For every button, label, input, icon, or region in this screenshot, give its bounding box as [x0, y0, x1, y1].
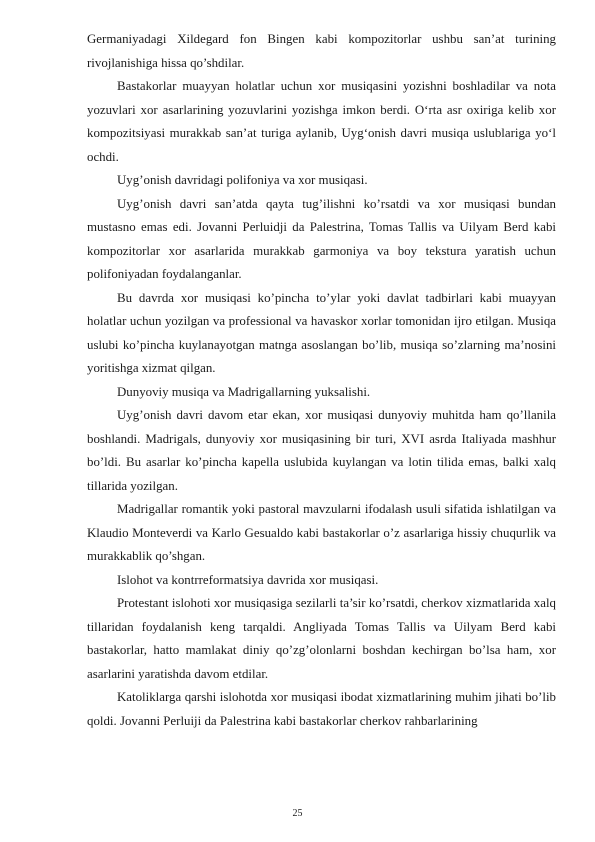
- section-heading-secular-madrigals: Dunyoviy musiqa va Madrigallarning yuksalishi.: [117, 384, 371, 399]
- paragraph-madrigal-themes: Madrigallar romantik yoki pastoral mavzularni ifodalash usuli sifatida ishlatilgan va Klaudio Monteverdi va Karlo Gesualdo kabi bastakorlar o’z asarlariga hissiy chuqurlik va murakkablik qo’shgan.: [87, 502, 556, 563]
- paragraph-protestant-reformation: Protestant islohoti xor musiqasiga sezilarli ta’sir ko’rsatdi, cherkov xizmatlarida xalq tillaridan foydalanish keng tarqaldi. Angliyada Tomas Tallis va Uilyam Berd kabi bastakorlar, hatto mamlakat diniy qo’zg’olonlarni boshdan kechirgan bo’lsa ham, xor asarlarini yaratishda davom etdilar.: [87, 596, 556, 681]
- paragraph-renaissance-composers: Uyg’onish davri san’atda qayta tug’ilishni ko’rsatdi va xor musiqasi bundan mustasno emas edi. Jovanni Perluidji da Palestrina, Tomas Tallis va Uilyam Berd kabi kompozitorlar xor asarlarida murakkab garmoniya va boy tekstura yaratish uchun polifoniyadan foydalanganlar.: [87, 196, 556, 281]
- paragraph-counter-reformation: Katoliklarga qarshi islohotda xor musiqasi ibodat xizmatlarining muhim jihati bo’lib qoldi. Jovanni Perluiji da Palestrina kabi bastakorlar cherkov rahbarlarining: [87, 690, 556, 728]
- section-heading-reformation: Islohot va kontrreformatsiya davrida xor musiqasi.: [117, 572, 379, 587]
- document-page: [87, 28, 556, 733]
- paragraph-secular-choral: Uyg’onish davri davom etar ekan, xor musiqasi dunyoviy muhitda ham qo’llanila boshlandi. Madrigals, dunyoviy xor musiqasining bir turi, XVI asrda Italiyada mashhur bo’ldi. Bu asarlar ko’pincha kapella uslubida kuylangan va lotin tilida emas, balki xalq tillarida yozilgan.: [87, 408, 556, 493]
- paragraph-contribution: Germaniyadagi Xildegard fon Bingen kabi kompozitorlar ushbu san’at turining rivojlanishiga hissa qo’shdilar.: [87, 32, 556, 70]
- paragraph-medieval-notation: Bastakorlar muayyan holatlar uchun xor musiqasini yozishni boshladilar va nota yozuvlari xor asarlarining yozuvlarini yozishga imkon berdi. O‘rta asr oxiriga kelib xor kompozitsiyasi murakkab san’at turiga aylanib, Uyg‘onish davri musiqa uslublariga yo‘l ochdi.: [87, 79, 556, 164]
- page-number: 25: [292, 808, 303, 819]
- section-heading-renaissance-polyphony: Uyg’onish davridagi polifoniya va xor musiqasi.: [117, 173, 368, 187]
- paragraph-occasions: Bu davrda xor musiqasi ko’pincha to’ylar yoki davlat tadbirlari kabi muayyan holatlar uchun yozilgan va professional va havaskor xorlar tomonidan ijro etilgan. Musiqa uslubi ko’pincha kuylanayotgan matnga asoslangan bo’lib, musiqa so’zlarning ma’nosini yoritishga xizmat qilgan.: [87, 290, 556, 375]
